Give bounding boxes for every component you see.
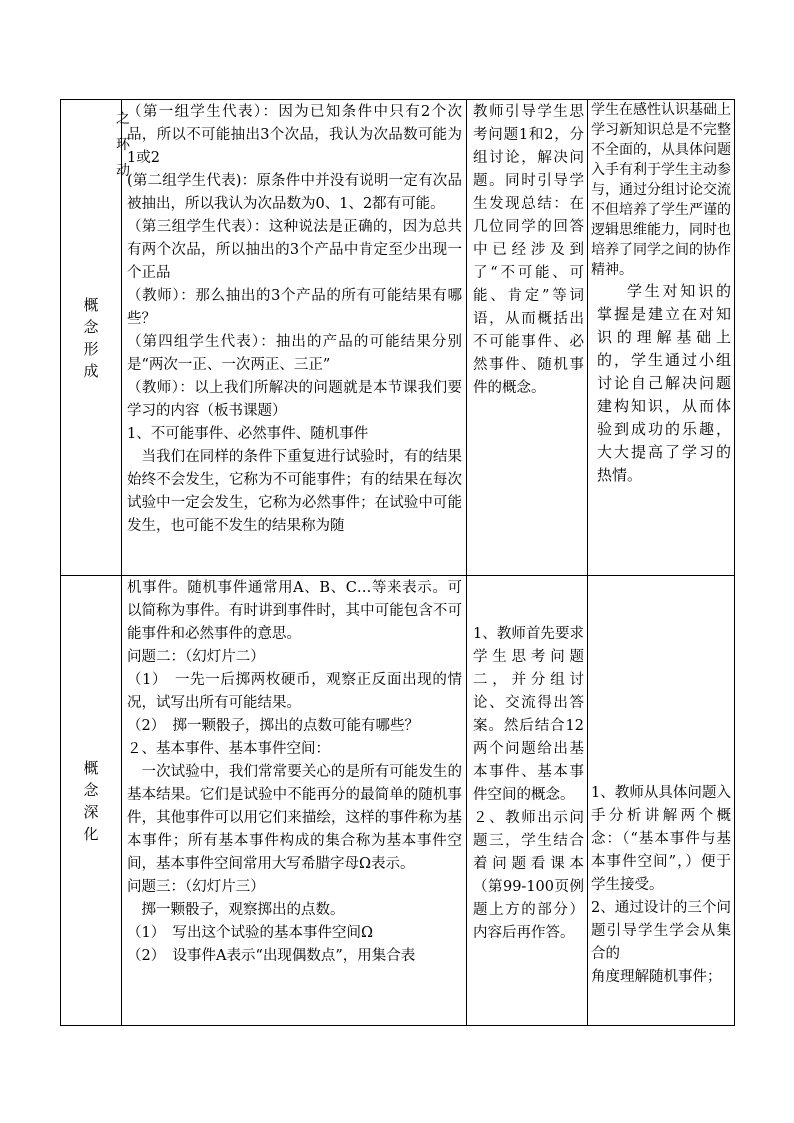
clipped-char: 动 — [116, 163, 130, 179]
question-heading: 问题二：（幻灯片二） — [127, 649, 265, 665]
stage-label-char: 深 — [83, 802, 99, 821]
row-concept-formation — [61, 100, 735, 576]
design-intent-text: 学生在感性认识基础上学习新知识总是不完整不全面的，从具体问题入手有利于学生主动参与，通过分组讨论交流不但培养了学生严谨的逻辑思维能力，同时也培养了同学之间的协作精神。 — [591, 102, 731, 278]
design-intent-text: 1、教师从具体问题入手分析讲解两个概念：（“基本事件与基本事件空间”，）便于学生接受。 — [591, 785, 731, 893]
row-concept-deepening — [61, 576, 735, 1026]
stage-label-char: 化 — [83, 824, 99, 843]
stage-label-char: 成 — [83, 361, 99, 380]
content-paragraph: 一次试验中，我们常常要关心的是所有可能发生的基本结果。它们是试验中不能再分的最简单的随机事件，其他事件可以用它们来描绘，这样的事件称为基本事件；所有基本事件构成的集合称为基本事件空间，基本事件空间常用大写希腊字母Ω表示。 — [127, 764, 462, 872]
design-intent-text: 2、通过设计的三个问题引导学生学会从集合的 — [591, 900, 731, 962]
question-heading: 问题三：（幻灯片三） — [127, 879, 265, 895]
content-paragraph: （第三组学生代表）：这种说法是正确的，因为总共有两个次品，所以抽出的3个产品中肯定至少出现一个正品 — [127, 219, 462, 281]
clipped-margin-text — [116, 100, 130, 184]
stage-label-concept-formation — [61, 100, 122, 576]
teacher-activity-formation — [467, 100, 588, 576]
content-paragraph: （教师）：以上我们所解决的问题就是本节课我们要学习的内容（板书课题） — [127, 380, 462, 419]
question-item: （2） 掷一颗骰子，掷出的点数可能有哪些？ — [127, 718, 419, 734]
content-cell-deepening — [122, 576, 467, 1026]
lesson-plan-table — [60, 99, 735, 1026]
question-item: （1） 写出这个试验的基本事件空间Ω — [127, 925, 373, 941]
teacher-activity-text: 1、教师首先要求学生思考问题二，并分组讨论、交流得出答案。然后结合12两个问题给出基本事件、基本事件空间的概念。 — [473, 626, 584, 803]
content-cell-formation — [116, 100, 467, 576]
content-paragraph: (第二组学生代表)：原条件中并没有说明一定有次品被抽出，所以我认为次品数为0、1、2都有可能。 — [127, 173, 462, 212]
clipped-char: 环 — [116, 137, 130, 153]
stage-label-concept-deepening — [61, 576, 122, 1026]
design-intent-text: 角度理解随机事件； — [591, 969, 722, 985]
stage-label-char: 概 — [83, 758, 99, 777]
teacher-activity-text: ２、教师出示问题三，学生结合着问题看课本（第99-100页例题上方的部分）内容后再作答。 — [473, 810, 584, 941]
question-item: （2） 设事件A表示“出现偶数点”，用集合表 — [127, 948, 416, 964]
design-intent-text: 学生对知识的掌握是建立在对知识的理解基础上的，学生通过小组讨论自己解决问题建构知识，从而体验到成功的乐趣，大大提高了学习的热情。 — [597, 282, 731, 484]
section-heading: ２、基本事件、基本事件空间： — [127, 741, 330, 757]
stage-label-char: 概 — [83, 295, 99, 314]
stage-label-char: 形 — [83, 339, 99, 358]
section-heading: 1、不可能事件、必然事件、随机事件 — [127, 426, 369, 442]
content-paragraph: 掷一颗骰子，观察掷出的点数。 — [141, 902, 345, 918]
clipped-char: 之 — [116, 111, 130, 127]
teacher-activity-deepening — [467, 576, 588, 1026]
stage-label-char: 念 — [83, 780, 99, 799]
content-paragraph: （第四组学生代表）：抽出的产品的可能结果分别是“两次一正、一次两正、三正” — [127, 334, 462, 373]
question-item: （1） 一先一后掷两枚硬币，观察正反面出现的情况，试写出所有可能结果。 — [127, 672, 462, 711]
design-intent-formation — [588, 100, 735, 576]
teacher-activity-text: 教师引导学生思考问题1和2，分组讨论，解决问题。同时引导学生发现总结：在几位同学的回答中已经涉及到了“不可能、可能、肯定”等词语，从而概括出不可能事件、必然事件、随机事件的概念。 — [473, 104, 584, 396]
stage-label-char: 念 — [83, 317, 99, 336]
content-paragraph: （教师）：那么抽出的3个产品的所有可能结果有哪些？ — [127, 288, 462, 327]
design-intent-deepening — [588, 576, 735, 1026]
content-paragraph: 当我们在同样的条件下重复进行试验时，有的结果始终不会发生，它称为不可能事件；有的结果在每次试验中一定会发生，它称为必然事件；在试验中可能发生，也可能不发生的结果称为随 — [127, 449, 462, 534]
content-paragraph: （第一组学生代表）：因为已知条件中只有2个次品，所以不可能抽出3个次品，我认为次品数可能为1或2 — [127, 104, 462, 166]
content-paragraph: 机事件。随机事件通常用A、B、C…等来表示。可以简称为事件。有时讲到事件时，其中可能包含不可能事件和必然事件的意思。 — [127, 580, 462, 642]
